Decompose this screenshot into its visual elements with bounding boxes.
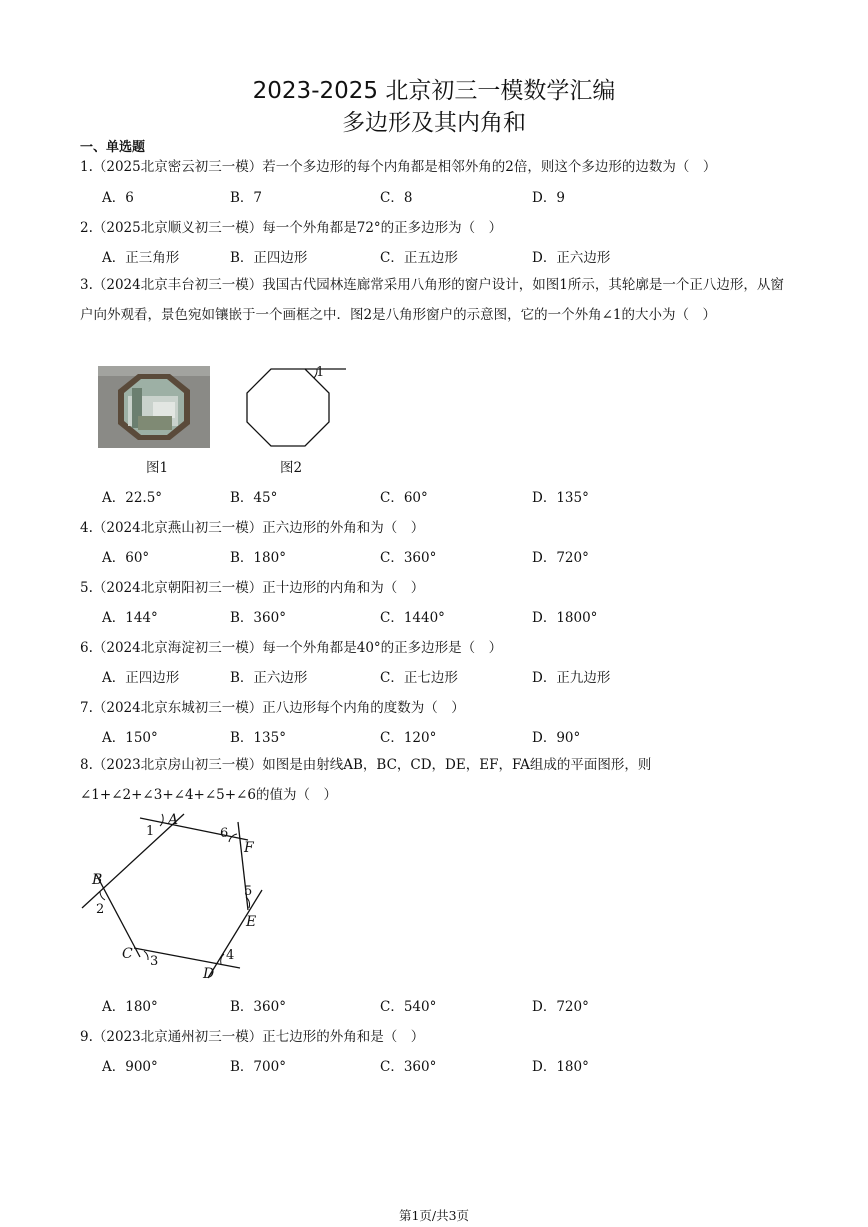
option-a: A．正四边形 (102, 670, 180, 686)
option-a: A．22.5° (102, 490, 163, 506)
angle-2-label: 2 (96, 902, 105, 917)
option-a: A．180° (102, 999, 158, 1015)
figure-2-caption: 图2 (280, 460, 303, 476)
option-d: D．正九边形 (532, 670, 611, 686)
vertex-d-label: D (203, 966, 215, 982)
option-b: B．180° (230, 550, 286, 566)
option-b: B．7 (230, 190, 263, 206)
option-b: B．360° (230, 999, 286, 1015)
angle-3-label: 3 (150, 954, 159, 969)
option-c: C．120° (380, 730, 437, 746)
option-b: B．45° (230, 490, 278, 506)
question-2: 2.（2025北京顺义初三一模）每一个外角都是72°的正多边形为（ ） (80, 220, 503, 236)
angle-4-label: 4 (226, 948, 235, 963)
vertex-b-label: B (92, 872, 103, 888)
question-4: 4.（2024北京燕山初三一模）正六边形的外角和为（ ） (80, 520, 425, 536)
angle-1-label: 1 (146, 824, 155, 839)
document-subtitle: 多边形及其内角和 (342, 110, 526, 136)
option-c: C．正七边形 (380, 670, 458, 686)
vertex-a-label: A (168, 812, 179, 828)
option-b: B．正四边形 (230, 250, 308, 266)
option-c: C．1440° (380, 610, 445, 626)
option-c: C．正五边形 (380, 250, 458, 266)
option-b: B．135° (230, 730, 286, 746)
option-d: D．720° (532, 550, 589, 566)
question-1: 1.（2025北京密云初三一模）若一个多边形的每个内角都是相邻外角的2倍，则这个多边形的边数为（ ） (80, 159, 717, 175)
option-c: C．8 (380, 190, 413, 206)
option-c: C．360° (380, 550, 437, 566)
vertex-e-label: E (246, 914, 257, 930)
page-footer: 第1页/共3页 (398, 1208, 470, 1223)
option-c: C．360° (380, 1059, 437, 1075)
question-5: 5.（2024北京朝阳初三一模）正十边形的内角和为（ ） (80, 580, 425, 596)
question-6: 6.（2024北京海淀初三一模）每一个外角都是40°的正多边形是（ ） (80, 640, 503, 656)
option-d: D．180° (532, 1059, 589, 1075)
option-a: A．6 (102, 190, 134, 206)
octagon-diagram (242, 364, 352, 454)
hexagon-rays-diagram (78, 812, 278, 988)
option-c: C．540° (380, 999, 437, 1015)
option-d: D．9 (532, 190, 565, 206)
document-title: 2023-2025 北京初三一模数学汇编 (252, 78, 616, 104)
option-d: D．正六边形 (532, 250, 611, 266)
vertex-f-label: F (244, 840, 254, 856)
option-b: B．360° (230, 610, 286, 626)
figure-1-caption: 图1 (146, 460, 169, 476)
angle-label: 1 (316, 365, 325, 380)
vertex-c-label: C (122, 946, 133, 962)
option-d: D．1800° (532, 610, 598, 626)
question-8: 8.（2023北京房山初三一模）如图是由射线AB，BC，CD，DE，EF，FA组成的平面图形，则∠1+∠2+∠3+∠4+∠5+∠6的值为（ ） (80, 757, 652, 803)
option-d: D．90° (532, 730, 581, 746)
option-a: A．900° (102, 1059, 158, 1075)
octagon-window-photo (98, 366, 210, 448)
option-a: A．正三角形 (102, 250, 180, 266)
option-d: D．720° (532, 999, 589, 1015)
option-b: B．700° (230, 1059, 286, 1075)
section-heading: 一、单选题 (80, 140, 146, 155)
option-a: A．60° (102, 550, 150, 566)
angle-6-label: 6 (220, 826, 229, 841)
option-b: B．正六边形 (230, 670, 308, 686)
question-7: 7.（2024北京东城初三一模）正八边形每个内角的度数为（ ） (80, 700, 465, 716)
option-a: A．150° (102, 730, 158, 746)
option-c: C．60° (380, 490, 428, 506)
option-a: A．144° (102, 610, 158, 626)
option-d: D．135° (532, 490, 589, 506)
angle-5-label: 5 (244, 884, 253, 899)
question-9: 9.（2023北京通州初三一模）正七边形的外角和是（ ） (80, 1029, 425, 1045)
question-3: 3.（2024北京丰台初三一模）我国古代园林连廊常采用八角形的窗户设计，如图1所示，其轮廓是一个正八边形，从窗户向外观看，景色宛如镶嵌于一个画框之中．图2是八角形窗户的示意图，它的一个外角∠1的大小为（ ） (80, 277, 784, 323)
